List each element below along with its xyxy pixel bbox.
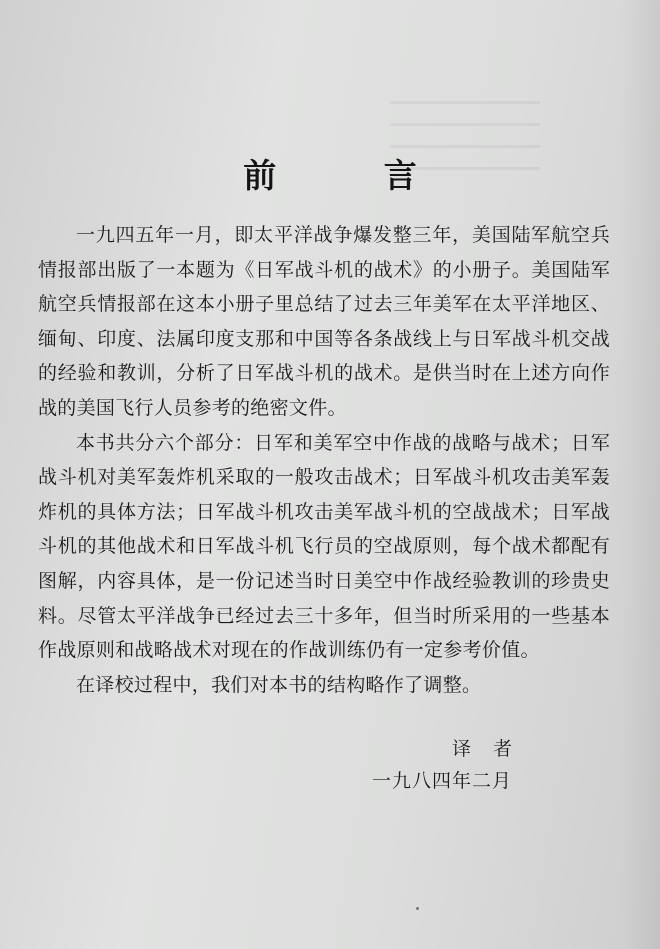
paragraph-2: 本书共分六个部分：日军和美军空中作战的战略与战术；日军战斗机对美军轰炸机采取的一般攻击战术；日军战斗机攻击美军轰炸机的具体方法；日军战斗机攻击美军战斗机的空战战术；日军战斗机的其他战术和日军战斗机飞行员的空战原则，每个战术都配有图解，内容具体，是一份记述当时日美空中作战经验教训的珍贵史料。尽管太平洋战争已经过去三十多年，但当时所采用的一些基本作战原则和战略战术对现在的作战训练仍有一定参考价值。 xyxy=(38,431,610,662)
page-shadow xyxy=(620,0,660,949)
paragraph-1: 一九四五年一月，即太平洋战争爆发整三年，美国陆军航空兵情报部出版了一本题为《日军战斗机的战术》的小册子。美国陆军航空兵情报部在这本小册子里总结了过去三年美军在太平洋地区、缅甸、印度、法属印度支那和中国等各条战线上与日军战斗机交战的经验和教训，分析了日军战斗机的战术。是供当时在上述方向作战的美国飞行人员参考的绝密文件。 xyxy=(38,224,610,419)
signature-date: 一九八四年二月 xyxy=(372,770,513,792)
paragraph-3: 在译校过程中，我们对本书的结构略作了调整。 xyxy=(76,673,482,696)
translator-signature: 译者 xyxy=(452,738,535,760)
page-title: 前 言 xyxy=(243,156,465,195)
paper-speck xyxy=(416,907,419,910)
preface-body xyxy=(38,218,610,702)
